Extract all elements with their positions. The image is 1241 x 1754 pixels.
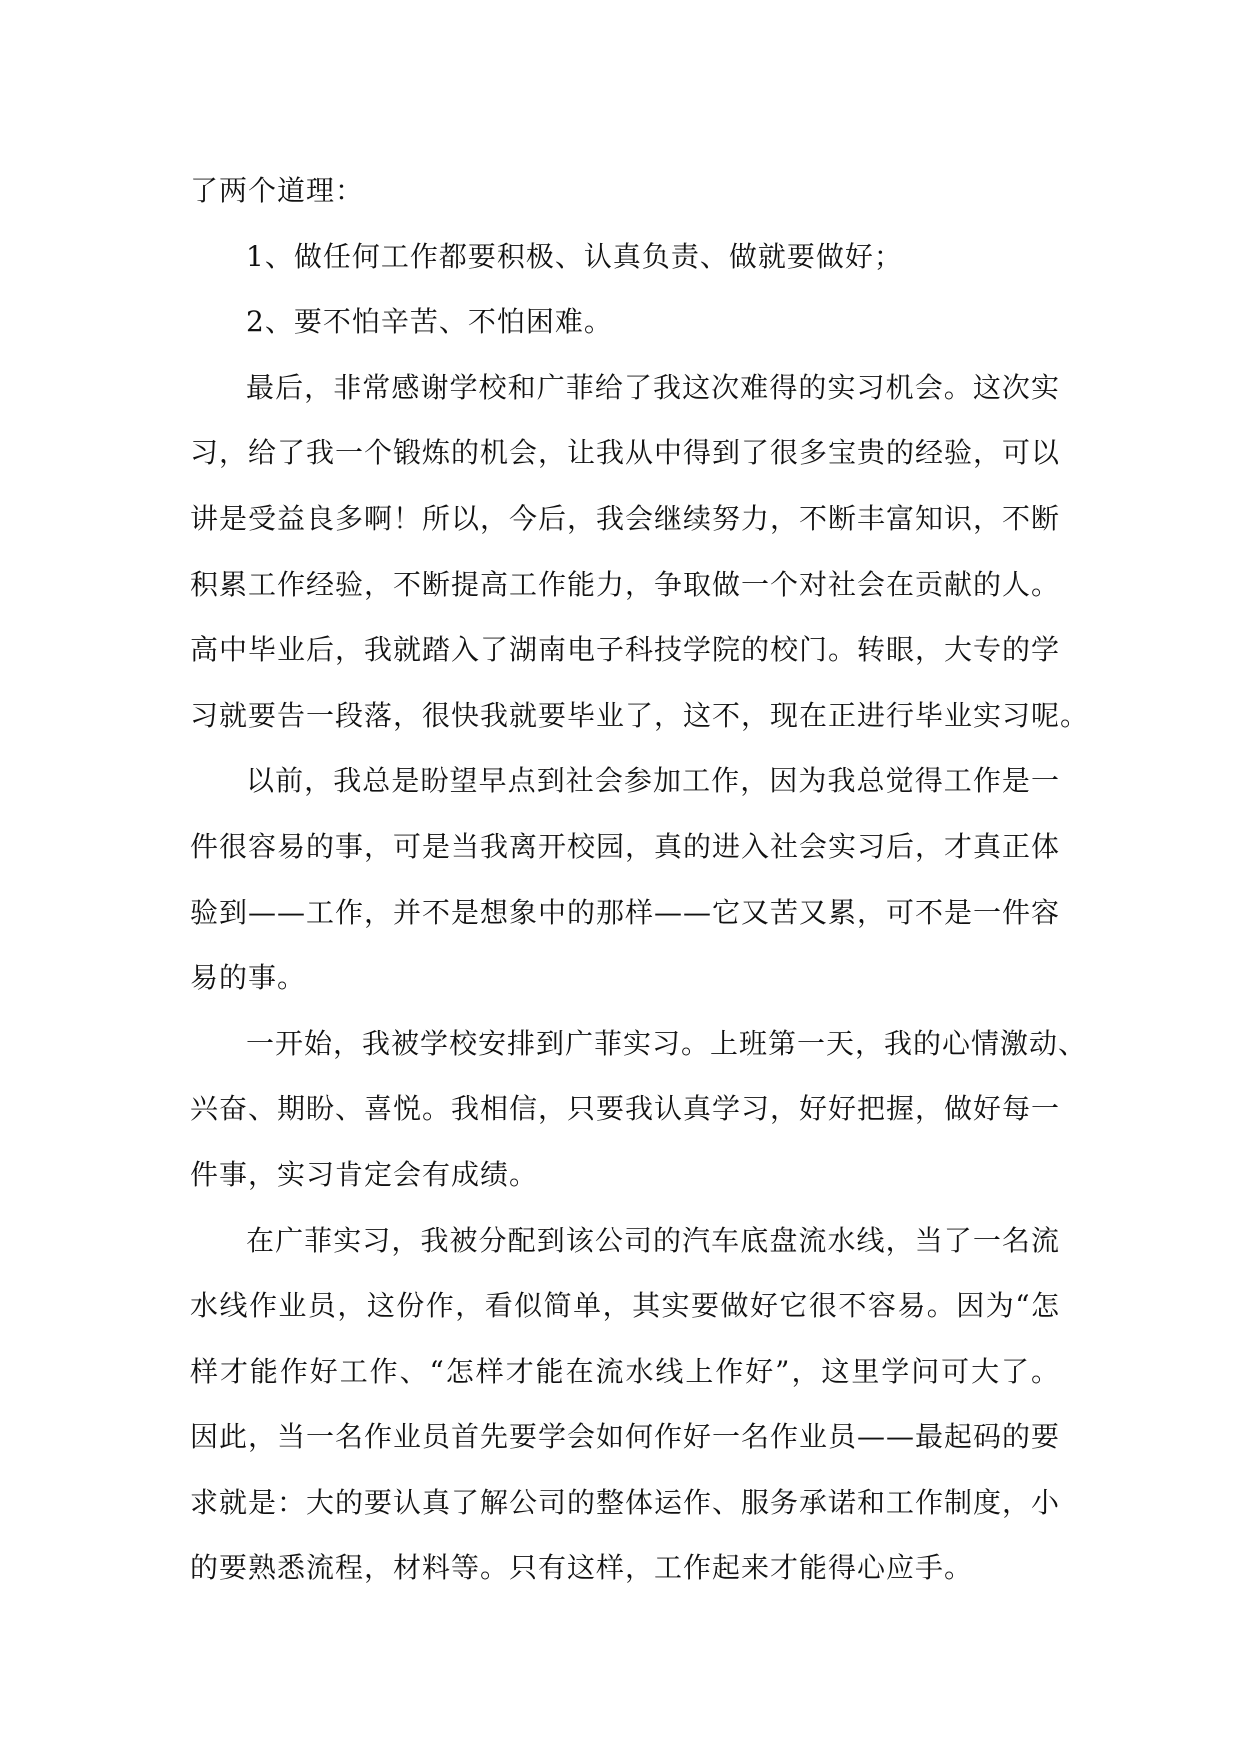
text-line: 2、要不怕辛苦、不怕困难。	[246, 305, 613, 339]
text-line: 高中毕业后，我就踏入了湖南电子科技学院的校门。转眼，大专的学	[190, 633, 1061, 667]
text-line: 易的事。	[190, 961, 307, 995]
text-line: 一开始，我被学校安排到广菲实习。上班第一天，我的心情激动、	[246, 1026, 1088, 1060]
text-line: 在广菲实习，我被分配到该公司的汽车底盘流水线，当了一名流	[246, 1223, 1060, 1257]
text-line: 验到——工作，并不是想象中的那样——它又苦又累，可不是一件容	[190, 895, 1061, 929]
text-line: 件事，实习肯定会有成绩。	[190, 1157, 539, 1191]
text-line: 因此，当一名作业员首先要学会如何作好一名作业员——最起码的要	[190, 1420, 1061, 1454]
text-line: 水线作业员，这份作，看似简单，其实要做好它很不容易。因为“怎	[190, 1289, 1060, 1323]
text-line: 的要熟悉流程，材料等。只有这样，工作起来才能得心应手。	[190, 1551, 974, 1585]
text-line: 了两个道理：	[190, 174, 365, 207]
text-line: 习，给了我一个锻炼的机会，让我从中得到了很多宝贵的经验，可以	[190, 436, 1061, 470]
body-text	[190, 158, 1090, 1601]
text-line: 兴奋、期盼、喜悦。我相信，只要我认真学习，好好把握，做好每一	[190, 1092, 1061, 1126]
text-line: 求就是：大的要认真了解公司的整体运作、服务承诺和工作制度，小	[190, 1485, 1061, 1519]
text-line: 积累工作经验，不断提高工作能力，争取做一个对社会在贡献的人。	[190, 567, 1061, 601]
text-line: 以前，我总是盼望早点到社会参加工作，因为我总觉得工作是一	[246, 764, 1060, 798]
text-line: 习就要告一段落，很快我就要毕业了，这不，现在正进行毕业实习呢。	[190, 698, 1090, 732]
text-line: 样才能作好工作、“怎样才能在流水线上作好”，这里学问可大了。	[190, 1354, 1060, 1388]
text-line: 件很容易的事，可是当我离开校园，真的进入社会实习后，才真正体	[190, 829, 1061, 863]
text-line: 讲是受益良多啊！所以，今后，我会继续努力，不断丰富知识，不断	[190, 501, 1061, 535]
text-line: 1、做任何工作都要积极、认真负责、做就要做好；	[246, 239, 903, 273]
text-line: 最后，非常感谢学校和广菲给了我这次难得的实习机会。这次实	[246, 370, 1060, 404]
